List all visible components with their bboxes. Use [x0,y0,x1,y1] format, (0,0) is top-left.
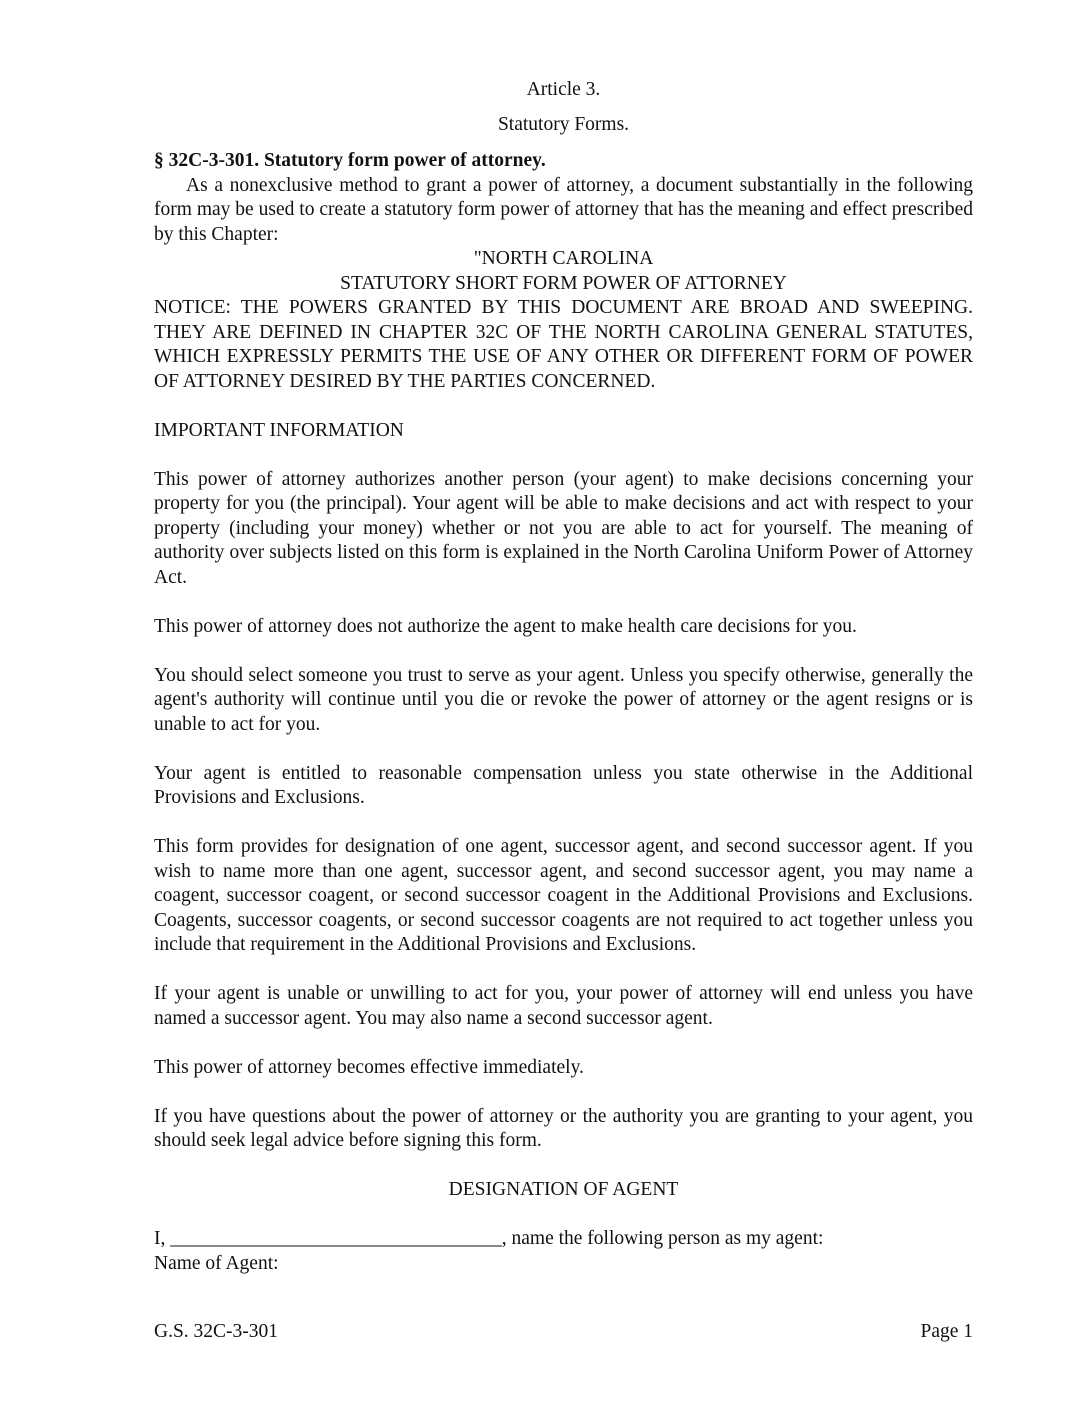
notice-paragraph: NOTICE: THE POWERS GRANTED BY THIS DOCUMENT ARE BROAD AND SWEEPING. THEY ARE DEFINED IN CHAPTER 32C OF THE NORTH CAROLINA GENERAL STATUTES, WHICH EXPRESSLY PERMITS THE USE OF ANY OTHER OR DIFFERENT FORM OF POWER OF ATTORNEY DESIRED BY THE PARTIES CONCERNED. [154,297,973,392]
section-title: § 32C-3-301. Statutory form power of attorney. [154,150,546,171]
designation-of-agent-heading: DESIGNATION OF AGENT [448,1179,679,1200]
name-of-agent-label: Name of Agent: [154,1252,279,1274]
document-content [154,78,973,1276]
article-subtitle: Statutory Forms. [497,114,630,135]
paragraph-health-care: This power of attorney does not authorize the agent to make health care decisions for you. [154,615,857,637]
paragraph-compensation: Your agent is entitled to reasonable compensation unless you state otherwise in the Additional Provisions and Exclusions. [154,762,973,808]
form-title: STATUTORY SHORT FORM POWER OF ATTORNEY [340,272,787,294]
principal-name-line: I, __________________________________, name the following person as my agent: [154,1228,824,1249]
paragraph-successor-agent: If your agent is unable or unwilling to act for you, your power of attorney will end unless you have named a successor agent. You may also name a second successor agent. [154,983,973,1029]
section-intro: As a nonexclusive method to grant a power of attorney, a document substantially in the following form may be used to create a statutory form power of attorney that has the meaning and effect prescribed by this Chapter: [154,174,973,245]
paragraph-designation-options: This form provides for designation of one agent, successor agent, and second successor agent. If you wish to name more than one agent, successor agent, and second successor agent, you may name a coagent, successor coagent, or second successor coagent in the Additional Provisions and Exclusions. Coagents, successor coagents, or second successor coagents are not required to act together unless you include that requirement in the Additional Provisions and Exclusions. [154,836,973,955]
footer-citation: G.S. 32C-3-301 [154,1321,279,1342]
form-state-title: "NORTH CAROLINA [473,248,654,269]
paragraph-legal-advice: If you have questions about the power of attorney or the authority you are granting to your agent, you should seek legal advice before signing this form. [154,1105,973,1151]
paragraph-authorization: This power of attorney authorizes another person (your agent) to make decisions concerning your property for you (the principal). Your agent will be able to make decisions and act with respect to your property (including your money) whether or not you are able to act for yourself. The meaning of authority over subjects listed on this form is explained in the North Carolina Uniform Power of Attorney Act. [154,468,973,588]
important-information-heading: IMPORTANT INFORMATION [154,419,404,441]
paragraph-select-agent: You should select someone you trust to serve as your agent. Unless you specify otherwise, generally the agent's authority will continue until you die or revoke the power of attorney or the agent resigns or is unable to act for you. [154,664,973,735]
footer-page-number: Page 1 [920,1321,973,1342]
article-heading: Article 3. [526,79,601,100]
paragraph-effective: This power of attorney becomes effective immediately. [154,1056,584,1078]
